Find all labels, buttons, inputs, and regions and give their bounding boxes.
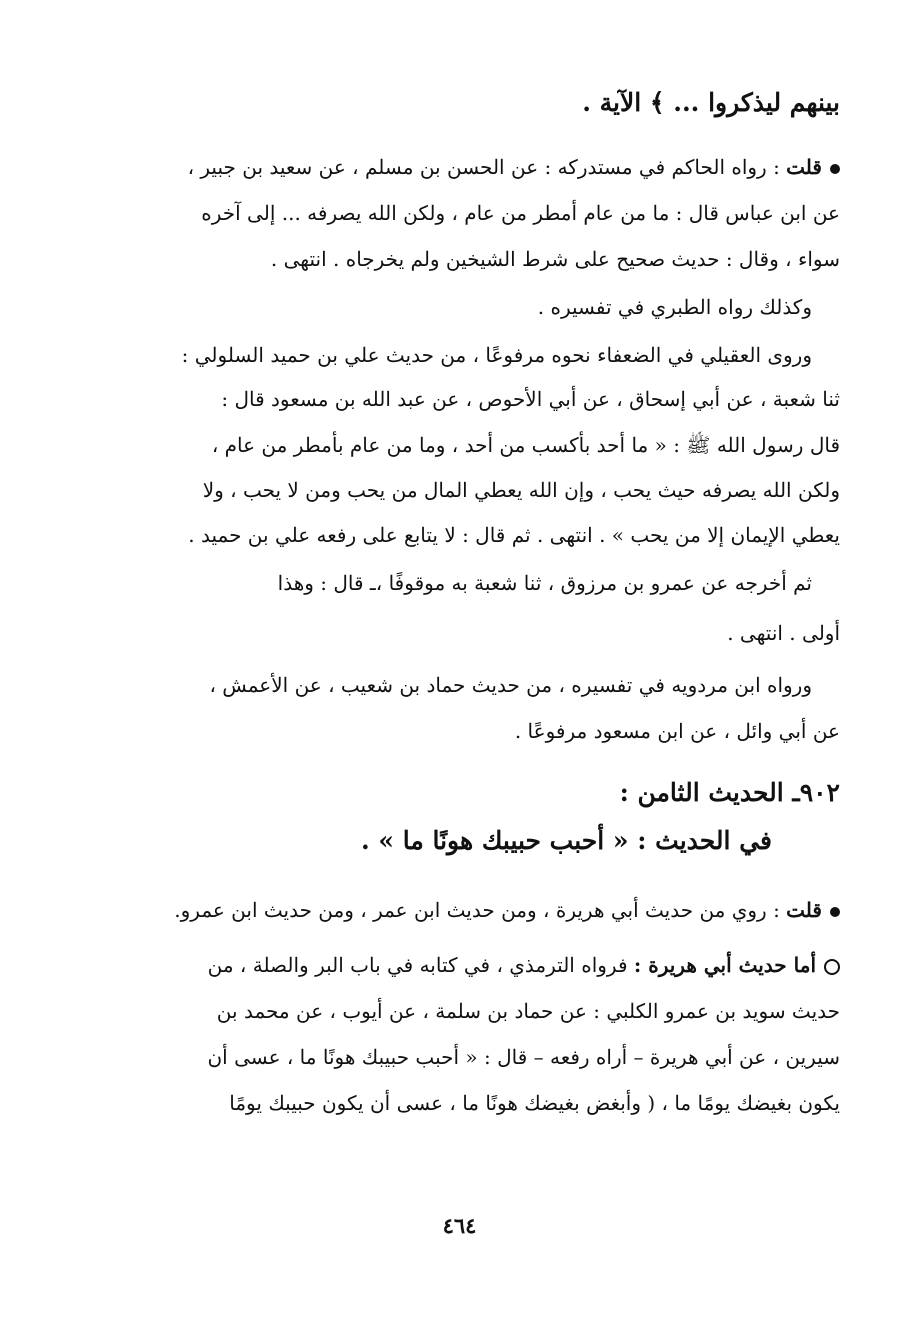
para5-line-1 — [108, 670, 840, 700]
para6-text: : روي من حديث أبي هريرة ، ومن حديث ابن عمر ، ومن حديث ابن عمرو. — [174, 898, 780, 922]
para5-line-2: عن أبي وائل ، عن ابن مسعود مرفوعًا . — [514, 719, 840, 743]
hadith-text-label: في الحديث : — [637, 826, 772, 855]
para5-line-1-text: ورواه ابن مردويه في تفسيره ، من حديث حماد بن شعيب ، عن الأعمش ، — [209, 673, 812, 697]
para4-line-1-text: ثم أخرجه عن عمرو بن مرزوق ، ثنا شعبة به موقوفًا ،ـ قال : وهذا — [277, 571, 812, 595]
para7-line-3: سيرين ، عن أبي هريرة – أراه رفعه – قال : « أحبب حبيبك هونًا ما ، عسى أن — [207, 1045, 840, 1069]
para3-line-3: قال رسول الله ﷺ : « ما أحد بأكسب من أحد ، وما من عام بأمطر من عام ، — [211, 433, 840, 457]
para7-line-1-text: فرواه الترمذي ، في كتابه في باب البر والصلة ، من — [207, 953, 628, 977]
para7-line-2: حديث سويد بن عمرو الكلبي : عن حماد بن سلمة ، عن أيوب ، عن محمد بن — [216, 999, 840, 1023]
para1-line-1-text: : رواه الحاكم في مستدركه : عن الحسن بن مسلم ، عن سعيد بن جبير ، — [187, 155, 780, 179]
top-heading: بينهم ليذكروا ... ﴾ الآية . — [582, 88, 840, 117]
para2-text: وكذلك رواه الطبري في تفسيره . — [537, 295, 812, 319]
para2 — [108, 292, 840, 322]
hadith-heading: ٩٠٢ـ الحديث الثامن : — [619, 778, 840, 807]
para7-line-4: يكون بغيضك يومًا ما ، ( وأبغض بغيضك هونًا ما ، عسى أن يكون حبيبك يومًا — [229, 1091, 840, 1115]
para7-lead: أما حديث أبي هريرة : — [633, 953, 816, 977]
para4-line-2: أولى . انتهى . — [727, 621, 840, 645]
hadith-text: « أحبب حبيبك هونًا ما » . — [361, 826, 629, 855]
para3-line-2: ثنا شعبة ، عن أبي إسحاق ، عن أبي الأحوص ، عن عبد الله بن مسعود قال : — [221, 387, 840, 411]
bullet-icon — [830, 164, 840, 174]
para1-line-2: عن ابن عباس قال : ما من عام أمطر من عام ، ولكن الله يصرفه ... إلى آخره — [201, 201, 840, 225]
para3-line-4: ولكن الله يصرفه حيث يحب ، وإن الله يعطي المال من يحب ومن لا يحب ، ولا — [202, 478, 840, 502]
hadith-text-line — [108, 826, 840, 856]
para3-line-1-text: وروى العقيلي في الضعفاء نحوه مرفوعًا ، من حديث علي بن حميد السلولي : — [181, 343, 812, 367]
para6-lead: قلت — [786, 898, 822, 922]
para3-line-1 — [108, 340, 840, 370]
para1-lead: قلت — [786, 155, 822, 179]
para1-line-1 — [108, 152, 840, 182]
para6 — [108, 895, 840, 925]
para7-line-1 — [108, 950, 840, 980]
para4-line-1 — [108, 568, 840, 598]
circle-bullet-icon — [824, 959, 840, 975]
para3-line-5: يعطي الإيمان إلا من يحب » . انتهى . ثم قال : لا يتابع على رفعه علي بن حميد . — [188, 523, 840, 547]
para1-line-3: سواء ، وقال : حديث صحيح على شرط الشيخين ولم يخرجاه . انتهى . — [270, 247, 840, 271]
bullet-icon — [830, 907, 840, 917]
page-number: ٤٦٤ — [442, 1213, 477, 1238]
